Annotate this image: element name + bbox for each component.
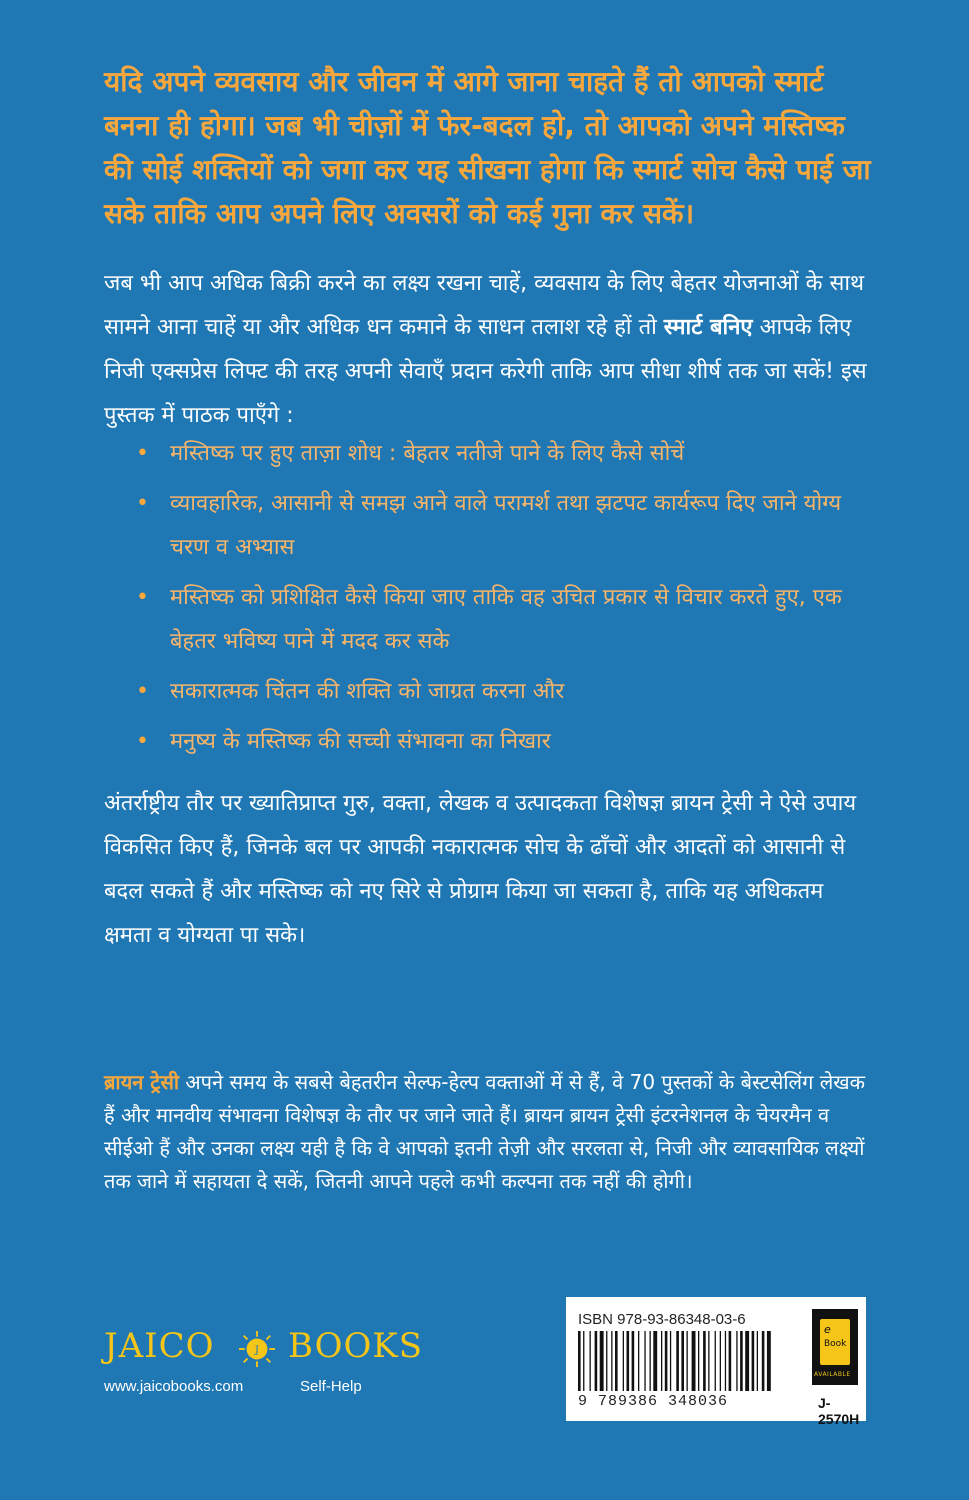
list-item-text: मनुष्य के मस्तिष्क की सच्ची संभावना का निखार bbox=[170, 729, 551, 754]
description-paragraph bbox=[104, 262, 874, 438]
barcode-bar bbox=[703, 1331, 706, 1391]
barcode-bar bbox=[676, 1331, 679, 1391]
barcode-digits: 9 789386 348036 bbox=[578, 1393, 729, 1410]
barcode-bar bbox=[729, 1331, 732, 1391]
book-title-inline: स्मार्ट बनिए bbox=[663, 315, 753, 340]
barcode-bar bbox=[578, 1331, 581, 1391]
barcode-bar bbox=[740, 1331, 743, 1391]
barcode-bar bbox=[715, 1331, 716, 1391]
barcode-bar bbox=[644, 1331, 645, 1391]
list-item-text: सकारात्मक चिंतन की शक्ति को जाग्रत करना और bbox=[170, 679, 565, 704]
list-item bbox=[136, 482, 876, 570]
isbn-label: ISBN 978-93-86348-03-6 bbox=[578, 1311, 746, 1328]
description-text-after: आपके लिए निजी एक्सप्रेस लिफ्ट की तरह अपनी सेवाएँ प्रदान करेगी ताकि आप सीधा शीर्ष तक जा सकें! इस पुस्तक में पाठक पाएँगे : bbox=[104, 315, 867, 428]
barcode-bar bbox=[708, 1331, 709, 1391]
barcode-bar bbox=[767, 1331, 771, 1391]
barcode-bar bbox=[757, 1331, 758, 1391]
list-item bbox=[136, 720, 876, 764]
description-text-before: जब भी आप अधिक बिक्री करने का लक्ष्य रखना चाहें, व्यवसाय के लिए बेहतर योजनाओं के साथ सामने आना चाहें या और अधिक धन कमाने के साधन तलाश रहे हों तो bbox=[104, 271, 865, 340]
logo-mark-letter: J bbox=[254, 1343, 260, 1356]
ebook-e-letter: e bbox=[824, 1323, 831, 1336]
barcode-bar bbox=[692, 1331, 696, 1391]
category-label: Self-Help bbox=[300, 1378, 362, 1395]
barcode-bar bbox=[632, 1331, 635, 1391]
list-item bbox=[136, 432, 876, 476]
publisher-url: www.jaicobooks.com bbox=[104, 1378, 244, 1395]
list-item-text: मस्तिष्क पर हुए ताज़ा शोध : बेहतर नतीजे पाने के लिए कैसे सोचें bbox=[170, 441, 685, 466]
bullet-icon: • bbox=[136, 585, 149, 610]
barcode-bar bbox=[638, 1331, 639, 1391]
publisher-block bbox=[104, 1326, 444, 1406]
barcode-bar bbox=[665, 1331, 668, 1391]
barcode-bar bbox=[661, 1331, 662, 1391]
barcode-bar bbox=[583, 1331, 584, 1391]
barcode-bar bbox=[687, 1331, 688, 1391]
barcode-bar bbox=[650, 1331, 651, 1391]
barcode-bar bbox=[745, 1331, 749, 1391]
bullet-icon: • bbox=[136, 441, 149, 466]
publisher-logo-left: JAICO bbox=[104, 1326, 215, 1366]
benefits-list bbox=[136, 432, 876, 770]
bullet-icon: • bbox=[136, 679, 149, 704]
bullet-icon: • bbox=[136, 491, 149, 516]
barcode-bar bbox=[623, 1331, 624, 1391]
barcode-bar bbox=[762, 1331, 765, 1391]
list-item-text: व्यावहारिक, आसानी से समझ आने वाले परामर्श तथा झटपट कार्यरूप दिए जाने योग्य चरण व अभ्यास bbox=[170, 491, 842, 560]
barcode-bar bbox=[736, 1331, 737, 1391]
sun-logo-icon bbox=[238, 1330, 276, 1368]
barcode-bar bbox=[615, 1331, 618, 1391]
ebook-icon bbox=[820, 1319, 850, 1365]
barcode-bar bbox=[600, 1331, 604, 1391]
barcode-bar bbox=[670, 1331, 671, 1391]
barcode-bar bbox=[595, 1331, 598, 1391]
author-bio bbox=[104, 1066, 874, 1198]
barcode-bar bbox=[725, 1331, 726, 1391]
barcode-icon bbox=[576, 1331, 806, 1391]
intro-highlight: यदि अपने व्यवसाय और जीवन में आगे जाना चाहते हैं तो आपको स्मार्ट बनना ही होगा। जब भी चीज़ों में फेर-बदल हो, तो आपको अपने मस्तिष्क की सोई शक्तियों को जगा कर यह सीखना होगा कि स्मार्ट सोच कैसे पाई जा सके ताकि आप अपने लिए अवसरों को कई गुना कर सकें। bbox=[104, 65, 871, 230]
list-item bbox=[136, 670, 876, 714]
barcode-bar bbox=[590, 1331, 591, 1391]
barcode-bar bbox=[698, 1331, 699, 1391]
publisher-logo-right: BOOKS bbox=[288, 1326, 424, 1366]
isbn-barcode-box bbox=[566, 1297, 866, 1427]
barcode-bar bbox=[752, 1331, 755, 1391]
barcode-bar bbox=[653, 1331, 657, 1391]
barcode-bar bbox=[606, 1331, 607, 1391]
author-name: ब्रायन ट्रेसी bbox=[104, 1070, 180, 1094]
list-item-text: मस्तिष्क को प्रशिक्षित कैसे किया जाए ताकि वह उचित प्रकार से विचार करते हुए, एक बेहतर भविष्य पाने में मदद कर सके bbox=[170, 585, 842, 654]
list-item bbox=[136, 576, 876, 664]
author-expertise-paragraph: अंतर्राष्ट्रीय तौर पर ख्यातिप्राप्त गुरु, वक्ता, लेखक व उत्पादकता विशेषज्ञ ब्रायन ट्रेसी ने ऐसे उपाय विकसित किए हैं, जिनके बल पर आपकी नकारात्मक सोच के ढाँचों और आदतों को आसानी से बदल सकते हैं और मस्तिष्क को नए सिरे से प्रोग्राम किया जा सकता है, ताकि यह अधिकतम क्षमता व योग्यता पा सके। bbox=[104, 791, 857, 948]
author-bio-text: अपने समय के सबसे बेहतरीन सेल्फ-हेल्प वक्ताओं में से हैं, वे 70 पुस्तकों के बेस्टसेलिंग लेखक हैं और मानवीय संभावना विशेषज्ञ के तौर पर जाने जाते हैं। ब्रायन ब्रायन ट्रेसी इंटरनेशनल के चेयरमैन व सीईओ हैं और उनका लक्ष्य यही है कि वे आपको इतनी तेज़ी और सरलता से, निजी और व्यावसायिक लक्ष्यों तक जाने में सहायता दे सकें, जितनी आपने पहले कभी कल्पना तक नहीं की होगी। bbox=[104, 1070, 866, 1193]
ebook-available-label: AVAILABLE bbox=[814, 1371, 851, 1378]
ebook-badge bbox=[812, 1309, 858, 1385]
ebook-label: Book bbox=[824, 1339, 847, 1349]
barcode-bar bbox=[681, 1331, 684, 1391]
barcode-bar bbox=[627, 1331, 630, 1391]
barcode-bar bbox=[611, 1331, 612, 1391]
barcode-bar bbox=[720, 1331, 721, 1391]
bullet-icon: • bbox=[136, 729, 149, 754]
catalog-code: J-2570H bbox=[818, 1395, 860, 1427]
